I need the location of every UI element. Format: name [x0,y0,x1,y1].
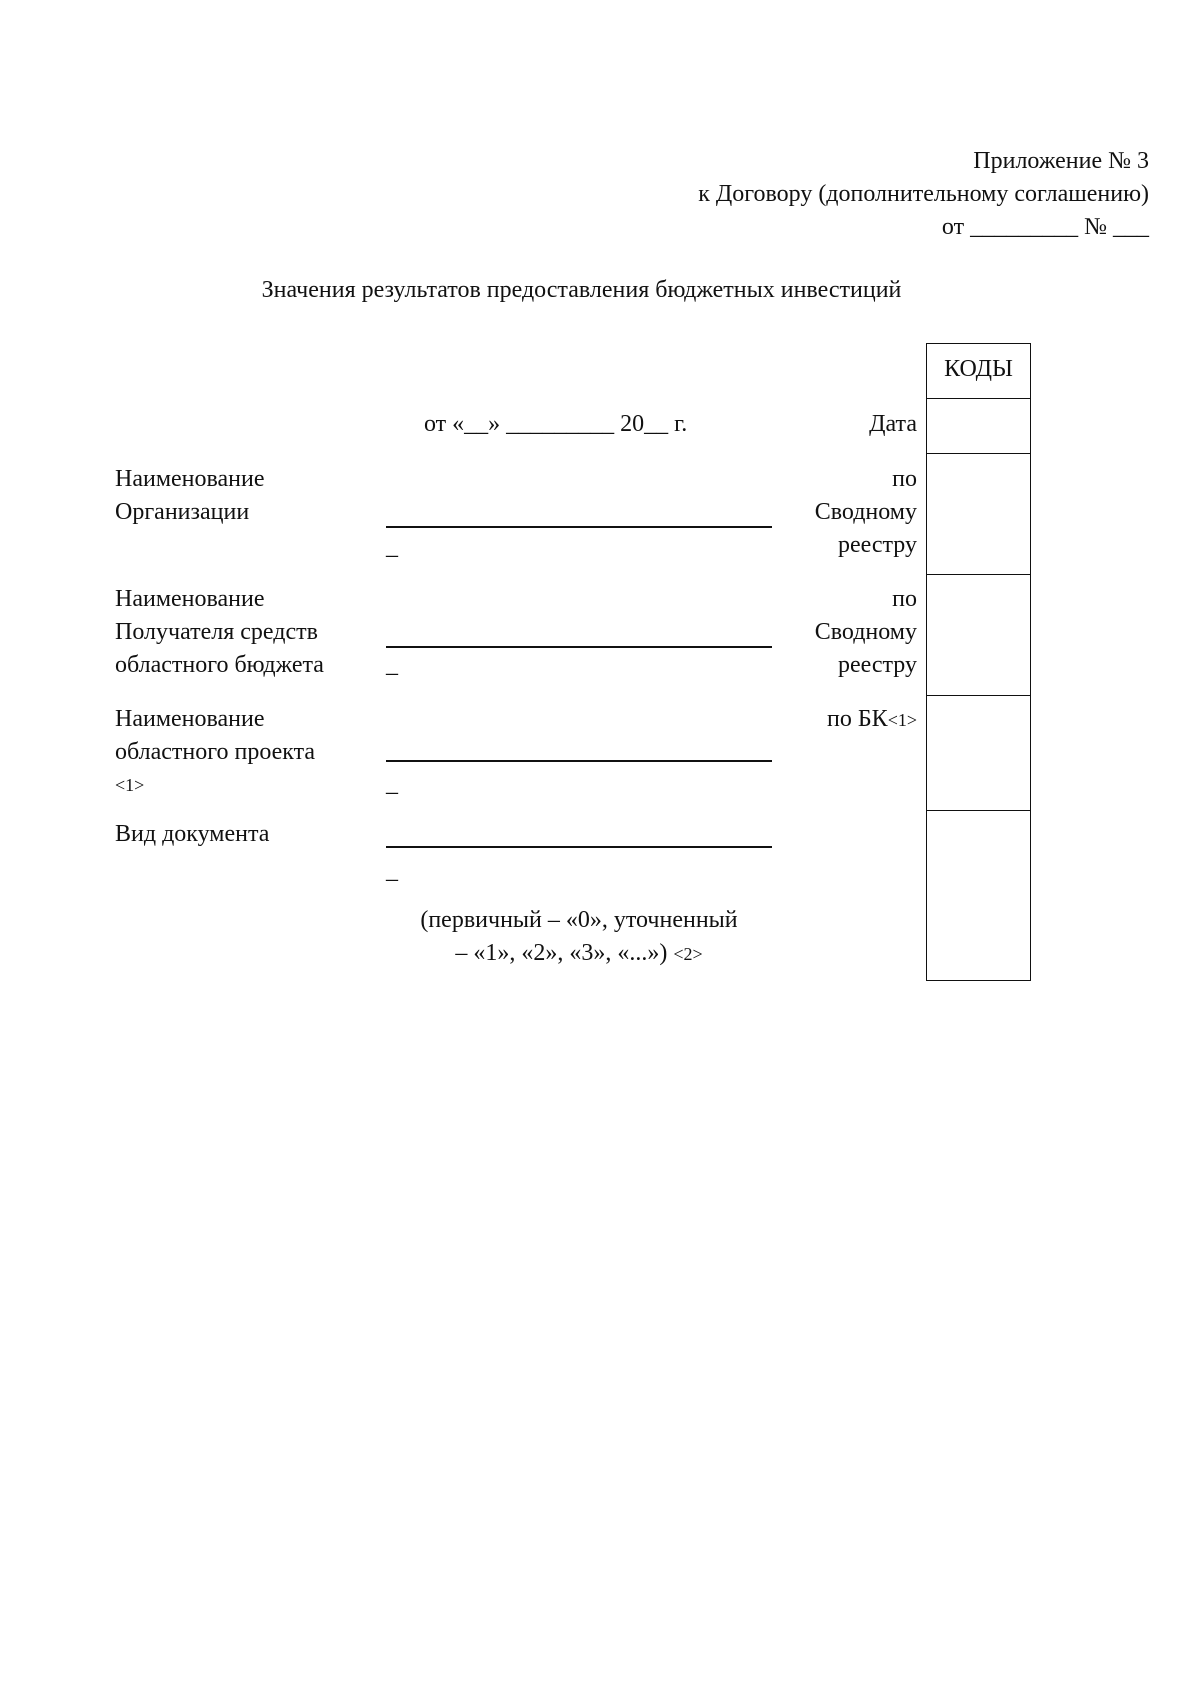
field-recipient-code-label [815,583,917,682]
field-project-dash: _ [386,771,398,797]
doc-type-note-text: – «1», «2», «3», «...») [455,940,668,966]
footnote-ref: <2> [673,944,703,964]
field-label-line: областного бюджета [115,652,324,678]
field-label-line: Наименование [115,706,265,732]
doc-type-note-line: (первичный – «0», уточненный [420,907,738,933]
field-label-line: Получателя средств [115,619,318,645]
code-label-line: Сводному [814,619,917,645]
code-label-line: по [892,466,917,492]
field-organization-dash: _ [386,534,398,560]
field-organization-code-label [815,463,917,562]
field-recipient-underline [386,646,772,648]
appendix-header [698,145,1149,244]
code-label-text: по БК [827,706,888,732]
code-label-line: по [892,586,917,612]
field-label-line: Наименование [115,586,265,612]
field-project-underline [386,760,772,762]
document-title: Значения результатов предоставления бюджетных инвестиций [261,277,902,303]
codes-cell-org [927,454,1030,574]
field-label-line: Вид документа [115,821,270,847]
footnote-ref: <1> [887,710,917,730]
codes-header: КОДЫ [944,356,1013,382]
codes-cell-recipient [927,575,1030,695]
appendix-contract-ref: к Договору (дополнительному соглашению) [698,181,1149,207]
form-date-line: от «__» _________ 20__ г. [424,411,688,437]
appendix-date-number: от _________ № ___ [941,214,1149,240]
field-doc-type-underline [386,846,772,848]
field-organization-underline [386,526,772,528]
codes-cell-date [927,399,1030,453]
appendix-number: Приложение № 3 [973,148,1149,174]
field-recipient-dash: _ [386,652,398,678]
field-organization-label [115,463,265,529]
field-label-line: Организации [115,499,250,525]
field-label-line: Наименование [115,466,265,492]
date-label: Дата [869,411,917,437]
field-project-code-label [827,703,917,737]
codes-cell-project [927,696,1030,810]
code-label-line: реестру [837,532,917,558]
codes-table [926,343,1031,981]
footnote-ref: <1> [115,775,145,795]
code-label-line: Сводному [814,499,917,525]
field-recipient-label [115,583,324,682]
field-label-line: областного проекта [115,739,316,765]
code-label-line: реестру [837,652,917,678]
field-doc-type-label [115,818,269,851]
doc-type-note [386,904,772,971]
field-doc-type-dash: _ [386,858,398,884]
doc-type-note-line [386,937,772,971]
field-project-label [115,703,315,802]
codes-cell-doc-type [927,811,1030,979]
